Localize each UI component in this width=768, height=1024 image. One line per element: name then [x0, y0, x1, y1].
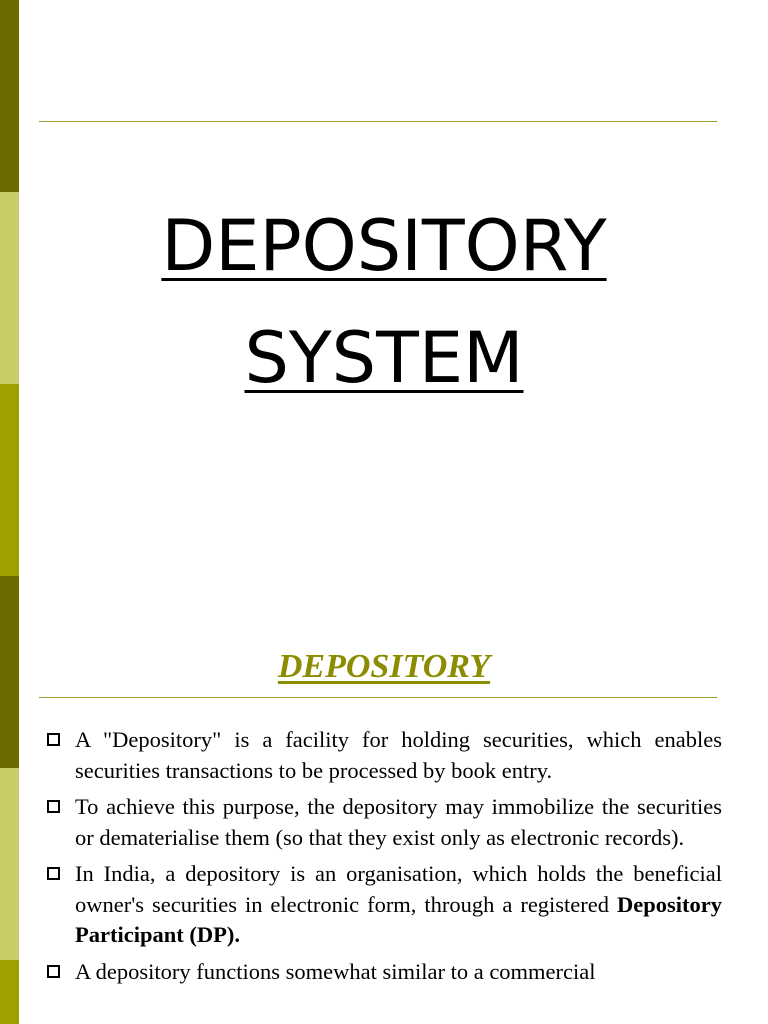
hollow-square-bullet-icon — [47, 965, 60, 978]
section-heading: DEPOSITORY — [277, 648, 491, 685]
stripe-segment — [0, 0, 19, 192]
hollow-square-bullet-icon — [47, 800, 60, 813]
list-item — [44, 859, 722, 951]
bullet-text: A depository functions somewhat similar to a commercial — [75, 958, 596, 984]
bullet-text: In India, a depository is an organisation, which holds the beneficial owner's securities in electronic form, through a registered — [75, 861, 722, 917]
top-divider — [39, 121, 717, 122]
list-item — [44, 725, 722, 786]
stripe-segment — [0, 768, 19, 960]
bullet-bold-text: Depository Participant (DP). — [75, 891, 722, 947]
bullet-list — [44, 725, 722, 993]
bullet-text: To achieve this purpose, the depository may immobilize the securities or dematerialise them (so that they exist only as electronic records). — [75, 794, 722, 850]
hollow-square-bullet-icon — [47, 867, 60, 880]
section-divider — [39, 697, 717, 698]
title-line-2: SYSTEM — [244, 317, 524, 399]
page-title — [0, 190, 768, 414]
stripe-segment — [0, 960, 19, 1024]
bullet-text: A "Depository" is a facility for holding securities, which enables securities transactions to be processed by book entry. — [75, 727, 722, 783]
list-item — [44, 792, 722, 853]
title-line-1: DEPOSITORY — [161, 205, 607, 287]
left-decorative-stripe — [0, 0, 19, 1024]
hollow-square-bullet-icon — [47, 733, 60, 746]
list-item — [44, 957, 722, 988]
